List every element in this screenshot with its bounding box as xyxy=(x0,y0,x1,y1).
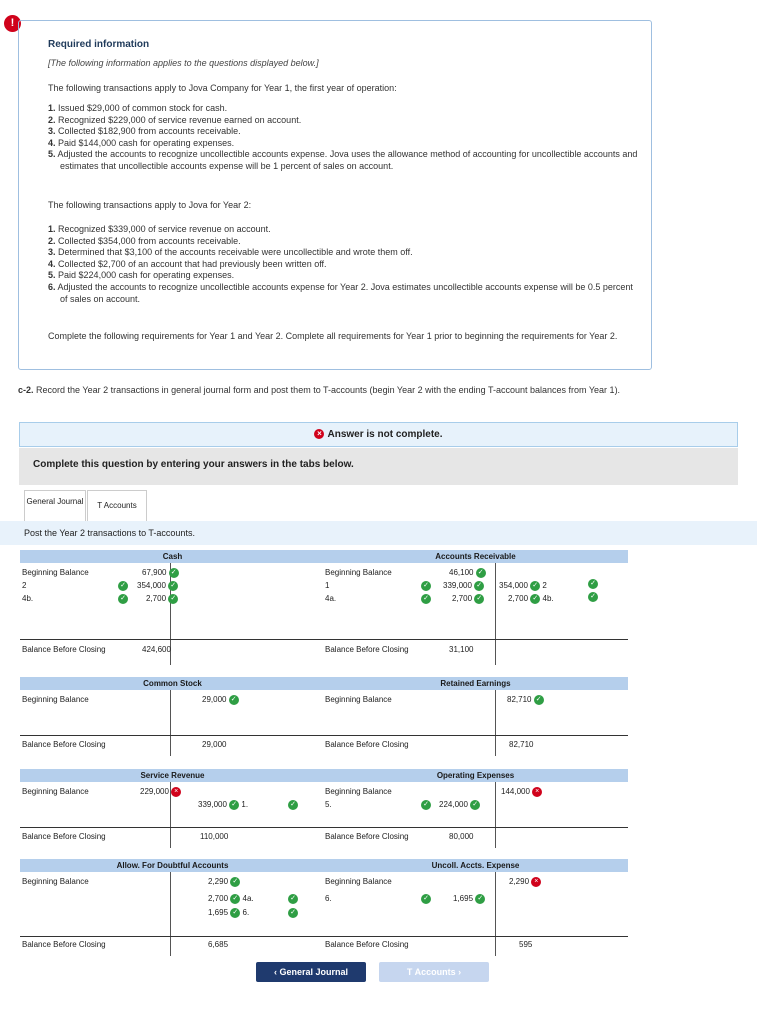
t-account-retained-earnings xyxy=(323,677,628,757)
balance-before-closing-label: Balance Before Closing xyxy=(325,940,409,949)
tab-t-accounts[interactable]: T Accounts xyxy=(87,490,147,522)
prev-tab-button[interactable]: ‹ General Journal xyxy=(256,962,366,982)
beginning-balance-label: Beginning Balance xyxy=(22,568,89,577)
entry-debit[interactable]: 2,700 ✓ xyxy=(452,592,484,606)
balance-before-closing-label: Balance Before Closing xyxy=(22,940,106,949)
post-instruction-text: Post the Year 2 transactions to T-accounts. xyxy=(24,528,195,538)
list-item: 6. Adjusted the accounts to recognize uncollectible accounts expense for Year 2. Jova estimates uncollectible accounts expense will be 0.5 percent of sales on account. xyxy=(48,281,633,304)
check-icon: ✓ xyxy=(588,579,598,589)
list-item: 5. Paid $224,000 cash for operating expenses. xyxy=(48,270,235,281)
entry-debit[interactable]: 339,000 ✓ xyxy=(443,579,484,593)
beginning-balance-label: Beginning Balance xyxy=(22,877,89,886)
beginning-balance-label: Beginning Balance xyxy=(22,787,89,796)
list-item: 3. Collected $182,900 from accounts receivable. xyxy=(48,126,241,137)
balance-before-closing-credit: 6,685 xyxy=(208,940,229,949)
entry-credit[interactable]: 339,000 ✓ 1. xyxy=(198,800,249,809)
required-title: Required information xyxy=(48,39,150,50)
t-account-accounts-receivable xyxy=(323,550,628,665)
complete-instructions: Complete the following requirements for Year 1 and Year 2. Complete all requirements for Year 1 prior to beginning the requirements for Year 2. xyxy=(48,331,618,341)
question-text: c-2. Record the Year 2 transactions in general journal form and post them to T-accounts (begin Year 2 with the ending T-account balances from Year 1). xyxy=(18,385,621,395)
entry-credit[interactable]: 1,695 ✓ 6. xyxy=(208,908,250,917)
t-account-operating-expenses xyxy=(323,769,628,849)
entry-credit[interactable]: 354,000 ✓ 2 xyxy=(499,581,547,590)
entry-debit[interactable]: 1,695 ✓ xyxy=(453,892,485,906)
balance-before-closing-credit: 82,710 xyxy=(509,740,534,749)
list-item: 3. Determined that $3,100 of the accounts receivable were uncollectible and wrote them off. xyxy=(48,247,413,258)
check-icon: ✓ xyxy=(421,892,431,906)
balance-before-closing-credit: 595 xyxy=(519,940,533,949)
balance-before-closing-debit: 31,100 xyxy=(449,645,474,654)
entry-ref[interactable]: 5. xyxy=(325,800,332,809)
beginning-balance-label: Beginning Balance xyxy=(325,877,392,886)
beginning-balance-credit[interactable]: 82,710 ✓ xyxy=(507,693,544,707)
entry-debit[interactable]: 354,000 ✓ xyxy=(137,579,178,593)
check-icon: ✓ xyxy=(118,579,128,593)
entry-ref[interactable]: 4a. xyxy=(325,594,337,603)
instruction-text: Complete this question by entering your answers in the tabs below. xyxy=(33,459,354,470)
check-icon: ✓ xyxy=(421,592,431,606)
check-icon: ✓ xyxy=(421,798,431,812)
entry-debit[interactable]: 2,700 ✓ xyxy=(146,592,178,606)
error-icon: × xyxy=(314,429,324,439)
check-icon: ✓ xyxy=(288,892,298,906)
balance-before-closing-label: Balance Before Closing xyxy=(325,832,409,841)
year2-intro: The following transactions apply to Jova for Year 2: xyxy=(48,200,252,210)
required-note: [The following information applies to the questions displayed below.] xyxy=(48,58,319,68)
balance-before-closing-debit: 80,000 xyxy=(449,832,474,841)
balance-before-closing-label: Balance Before Closing xyxy=(22,832,106,841)
t-account-title: Operating Expenses xyxy=(323,769,628,782)
next-tab-button[interactable]: T Accounts › xyxy=(379,962,489,982)
t-account-title: Common Stock xyxy=(20,677,325,690)
t-account-title: Retained Earnings xyxy=(323,677,628,690)
entry-credit[interactable]: 2,700 ✓ 4a. xyxy=(208,894,254,903)
list-item: 4. Paid $144,000 cash for operating expenses. xyxy=(48,137,235,148)
beginning-balance-label: Beginning Balance xyxy=(325,787,392,796)
beginning-balance-credit[interactable]: 144,000 × xyxy=(501,785,542,799)
balance-before-closing-credit: 110,000 xyxy=(200,832,229,841)
beginning-balance-label: Beginning Balance xyxy=(325,695,392,704)
beginning-balance-debit[interactable]: 46,100 ✓ xyxy=(449,566,486,580)
beginning-balance-credit[interactable]: 29,000 ✓ xyxy=(202,693,239,707)
alert-icon: ! xyxy=(4,15,21,32)
check-icon: ✓ xyxy=(118,592,128,606)
entry-ref[interactable]: 6. xyxy=(325,894,332,903)
list-item: 1. Issued $29,000 of common stock for cash. xyxy=(48,103,228,113)
entry-ref[interactable]: 2 xyxy=(22,581,27,590)
entry-credit[interactable]: 2,700 ✓ 4b. xyxy=(508,594,554,603)
t-account-allowance-doubtful-accounts xyxy=(20,859,325,956)
t-account-title: Cash xyxy=(20,550,325,563)
year2-list xyxy=(48,224,638,305)
balance-before-closing-debit: 424,600 xyxy=(142,645,171,654)
t-account-title: Allow. For Doubtful Accounts xyxy=(20,859,325,872)
balance-before-closing-label: Balance Before Closing xyxy=(325,740,409,749)
t-account-title: Service Revenue xyxy=(20,769,325,782)
entry-ref[interactable]: 1 xyxy=(325,581,330,590)
beginning-balance-label: Beginning Balance xyxy=(325,568,392,577)
check-icon: ✓ xyxy=(588,592,598,602)
year1-list xyxy=(48,103,638,173)
list-item: 2. Recognized $229,000 of service revenue earned on account. xyxy=(48,114,302,125)
list-item: 5. Adjusted the accounts to recognize uncollectible accounts expense. Jova uses the allowance method of accounting for uncollectible accounts and estimates that uncollectible accounts expense will be 1 percent of sales on account. xyxy=(48,149,638,171)
beginning-balance-debit[interactable]: 229,000 × xyxy=(140,785,181,799)
t-account-cash xyxy=(20,550,325,665)
balance-before-closing-label: Balance Before Closing xyxy=(22,740,106,749)
balance-before-closing-label: Balance Before Closing xyxy=(325,645,409,654)
t-account-title: Uncoll. Accts. Expense xyxy=(323,859,628,872)
list-item: 4. Collected $2,700 of an account that had previously been written off. xyxy=(48,258,327,269)
check-icon: ✓ xyxy=(288,798,298,812)
t-account-title: Accounts Receivable xyxy=(323,550,628,563)
beginning-balance-debit[interactable]: 67,900 ✓ xyxy=(142,566,179,580)
balance-before-closing-credit: 29,000 xyxy=(202,740,227,749)
entry-ref[interactable]: 4b. xyxy=(22,594,34,603)
list-item: 1. Recognized $339,000 of service revenue on account. xyxy=(48,224,271,234)
t-account-service-revenue xyxy=(20,769,325,849)
check-icon: ✓ xyxy=(169,568,179,578)
t-account-uncollectible-expense xyxy=(323,859,628,956)
answer-status-banner: × Answer is not complete. xyxy=(19,422,738,447)
t-account-common-stock xyxy=(20,677,325,757)
year1-intro: The following transactions apply to Jova Company for Year 1, the first year of operation: xyxy=(48,83,397,93)
check-icon: ✓ xyxy=(288,906,298,920)
balance-before-closing-label: Balance Before Closing xyxy=(22,645,106,654)
check-icon: ✓ xyxy=(421,579,431,593)
entry-debit[interactable]: 224,000 ✓ xyxy=(439,798,480,812)
list-item: 2. Collected $354,000 from accounts receivable. xyxy=(48,235,241,246)
required-information-panel xyxy=(18,20,652,370)
beginning-balance-credit[interactable]: 2,290 × xyxy=(509,875,541,889)
beginning-balance-credit[interactable]: 2,290 ✓ xyxy=(208,875,240,889)
beginning-balance-label: Beginning Balance xyxy=(22,695,89,704)
tab-general-journal[interactable]: General Journal xyxy=(24,490,86,522)
